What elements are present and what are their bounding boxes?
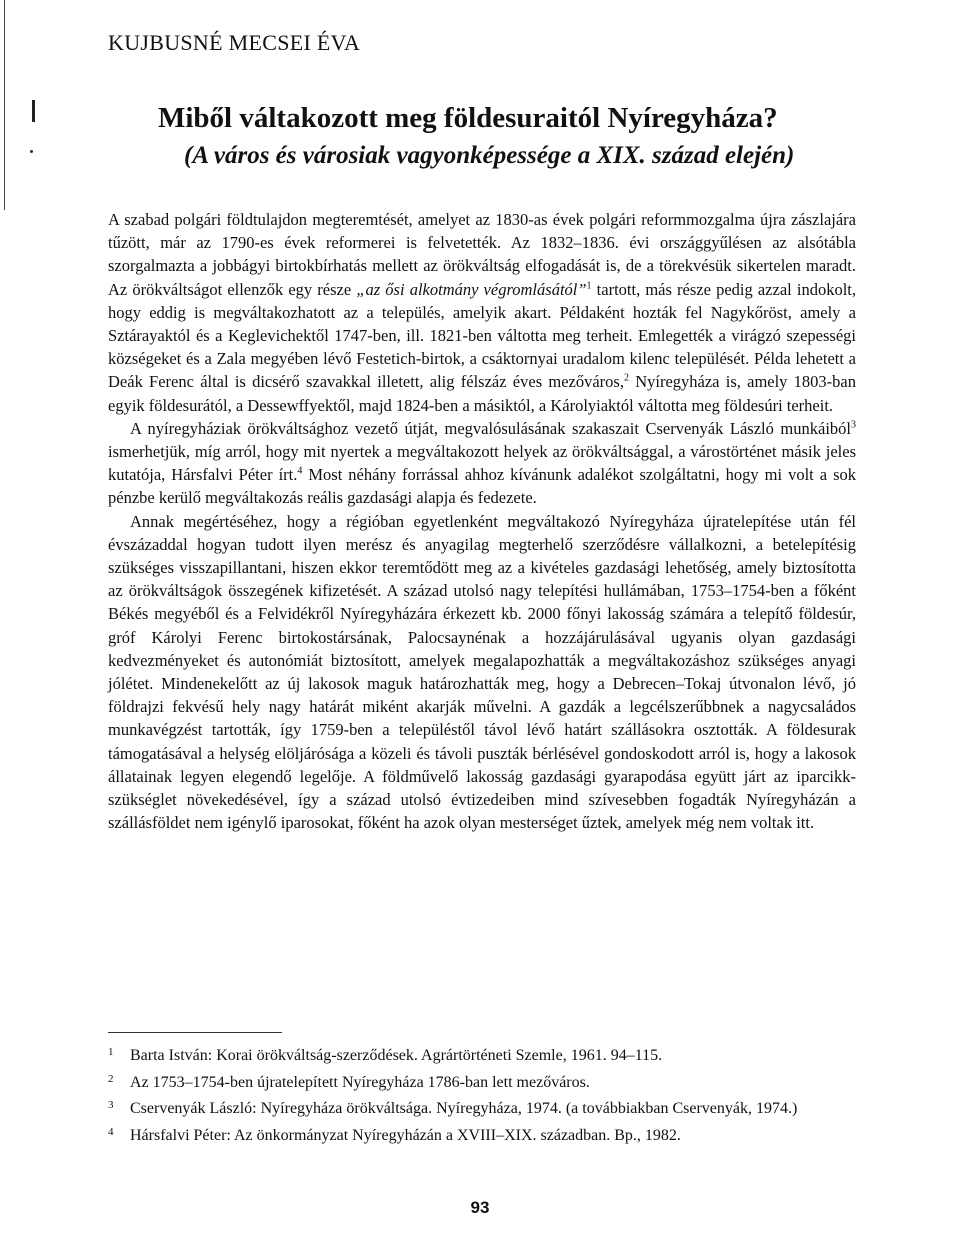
footnote-number: 1: [108, 1046, 114, 1058]
footnotes-section: [108, 1046, 856, 1152]
body-paragraph-1: [108, 208, 856, 417]
footnote-ref-2[interactable]: 2: [623, 372, 629, 384]
paragraph-text: Nyíregyháza is, amely 1803-ban egyik földesurától, a Dessewffyektől, majd 1824-ben a másiktól, a Károlyiaktól váltotta meg földesúri terheit.: [108, 372, 856, 415]
scan-margin-mark: [32, 100, 35, 122]
footnote-number: 3: [108, 1099, 114, 1111]
article-body: [108, 208, 856, 834]
footnote-ref-4[interactable]: 4: [297, 465, 303, 477]
scan-edge-line: [4, 0, 5, 210]
page-number: 93: [470, 1198, 490, 1217]
scan-margin-dot: [30, 150, 33, 153]
footnote-text: Az 1753–1754-ben újratelepített Nyíregyháza 1786-ban lett mezőváros.: [130, 1073, 590, 1091]
footnote-4: [108, 1126, 856, 1147]
footnote-1: [108, 1046, 856, 1067]
footnote-text: Cservenyák László: Nyíregyháza örökváltsága. Nyíregyháza, 1974. (a továbbiakban Cservenyák, 1974.): [130, 1100, 798, 1117]
footnote-3: [108, 1099, 856, 1120]
article-subtitle: (A város és városiak vagyonképessége a XIX. század elején): [184, 142, 795, 169]
footnote-divider: [108, 1032, 282, 1033]
footnote-ref-1[interactable]: 1: [586, 280, 592, 292]
footnote-text: Barta István: Korai örökváltság-szerződések. Agrártörténeti Szemle, 1961. 94–115.: [130, 1047, 663, 1064]
footnote-2: [108, 1073, 856, 1094]
paragraph-text: A szabad polgári földtulajdon megteremtését, amelyet az 1830-as évek polgári reformmozgalma újra zászlajára tűzött, már az 1790-es évek reformerei is felvetették. Az 1832–1836. évi országgyűlésen az alsótábla szorgalmazta a jobbágyi birtokbírhatás mellett az örökváltság elfogadását is, de a törekvésük sikertelen maradt. Az örökváltságot ellenzők egy része: [108, 210, 856, 299]
footnote-number: 4: [108, 1125, 114, 1138]
article-title: Miből váltakozott meg földesuraitól Nyíregyháza?: [158, 102, 778, 134]
paragraph-text: tartott, más része pedig azzal indokolt, hogy eddig is megváltakozhatott az a település, amelyik akart. Példaként hozták fel Nagykőröst, amely a Sztárayaktól és a Keglevichektől 1747-ben, ill. 1821-ben váltotta meg terheit. Emlegették a virágzó szepességi községeket és a Zala megyében lévő Festetich-birtok, a csáktornyai uradalom kilenc települését. Példa lehetett a Deák Ferenc által is dicsérő szavakkal illetett, alig félszáz éves mezőváros,: [108, 279, 857, 392]
paragraph-text: ismerhetjük, míg arról, hogy mit nyertek a megváltakozott helyek az örökváltsággal, a várostörténet másik jeles kutatója, Hársfalvi Péter írt.: [108, 442, 856, 485]
body-paragraph-3: Annak megértéséhez, hogy a régióban egyetlenként megváltakozó Nyíregyháza újratelepítése után fél évszázaddal hogyan tudott ilyen merész és anyagilag megterhelő szerződésre vállalkozni, a betelepítésig szükséges visszapillantani, hiszen ekkor teremtődött meg az a kivételes gazdasági lehetőség, amely biztosította az örökváltságok összegének kifizetését. A század utolsó nagy telepítési hullámában, 1753–1754-ben a főként Békés megyéből és a Felvidékről Nyíregyházára érkezett kb. 2000 főnyi lakosság számára a telepítő földesúr, gróf Károlyi Ferenc birtokostársának, Palocsaynénak a hozzájárulásával ugyanis olyan gazdasági kedvezményeket és autonómiát biztosított, amelyek megalapozhatták a megváltakozáshoz szükséges anyagi jólétet. Mindenekelőtt az új lakosok maguk határozhatták meg, hogy a Debrecen–Tokaj útvonalon lévő, jó földrajzi fekvésű hely nagy határát miként akarják művelni. A gazdák a legcélszerűbbnek a nagycsaládos munkavégzést tartották, így 1759-ben a településtől távol lévő határt szállásokra osztották. A földesurak támogatásával a helység elöljárósága a közeli és távoli puszták bérlésével gondoskodott arról is, hogy a lakosok állatainak legyen elegendő legelője. A földművelő lakosság gazdasági gyarapodása együtt járt az iparcikk-szükséglet növekedésével, így a század utolsó évtizedeiben mind szívesebben fogadták Nyíregyházán a szállásföldet nem igénylő iparosokat, főként ha azok olyan mesterséget űztek, amelyek még nem voltak itt.: [108, 511, 856, 833]
author-name: KUJBUSNÉ MECSEI ÉVA: [108, 30, 361, 55]
footnote-ref-3[interactable]: 3: [851, 419, 856, 431]
footnote-number: 2: [108, 1072, 114, 1085]
paragraph-text: A nyíregyháziak örökváltsághoz vezető útját, megvalósulásának szakaszait Cservenyák László munkáiból: [130, 418, 851, 438]
body-paragraph-2: [108, 417, 856, 510]
footnote-text: Hársfalvi Péter: Az önkormányzat Nyíregyházán a XVIII–XIX. században. Bp., 1982.: [130, 1126, 681, 1144]
paragraph-text: Most néhány forrással ahhoz kívánunk adalékot szolgáltatni, hogy mi volt a sok pénzbe kerülő megváltakozás reális gazdasági alapja és fedezete.: [108, 465, 857, 508]
quotation: „az ősi alkotmány végromlásától”: [356, 279, 587, 299]
